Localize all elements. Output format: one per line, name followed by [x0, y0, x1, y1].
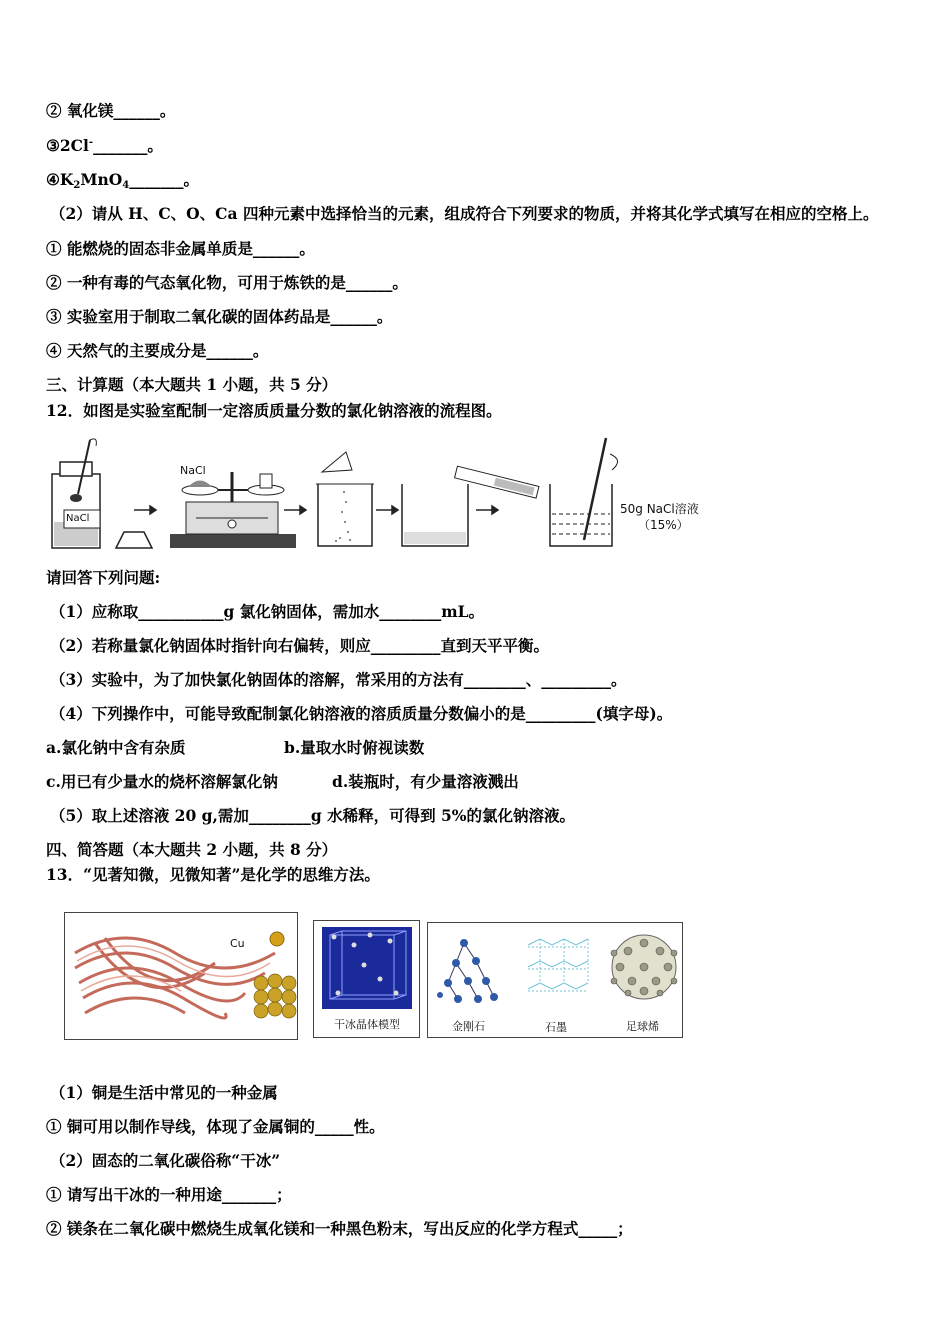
- item-2cl: ③2Cl-_______。: [46, 136, 163, 155]
- question-2-2: ② 一种有毒的气态氧化物，可用于炼铁的是______。: [46, 273, 408, 292]
- beaker-add-water-icon: [402, 466, 539, 546]
- final-solution-percent: （15%）: [638, 518, 689, 532]
- diamond-caption: 金刚石: [452, 1020, 485, 1033]
- question-12: 12．如图是实验室配制一定溶质质量分数的氯化钠溶液的流程图。: [46, 401, 502, 420]
- q13-sub-1: （1）铜是生活中常见的一种金属: [50, 1083, 278, 1102]
- balance-icon: [170, 472, 296, 548]
- sub-question-2: （2）若称量氯化钠固体时指针向右偏转，则应_________直到天平平衡。: [50, 636, 550, 655]
- question-2: （2）请从 H、C、O、Ca 四种元素中选择恰当的元素，组成符合下列要求的物质，并将其化学式填写在相应的空格上。: [50, 204, 879, 223]
- copper-wire-panel: [64, 912, 298, 1040]
- option-d: d.装瓶时，有少量溶液溅出: [332, 772, 519, 791]
- option-a: a.氯化钠中含有杂质: [46, 738, 186, 757]
- final-solution-beaker-icon: [550, 438, 618, 546]
- bottle-stopper-icon: [116, 532, 152, 548]
- beaker-dissolve-icon: [316, 452, 374, 546]
- question-2-3: ③ 实验室用于制取二氧化碳的固体药品是______。: [46, 307, 393, 326]
- question-2-4: ④ 天然气的主要成分是______。: [46, 341, 269, 360]
- q13-sub-2-1: ① 请写出干冰的一种用途_______；: [46, 1185, 292, 1204]
- cu-label: Cu: [230, 937, 245, 950]
- q13-sub-2-2: ② 镁条在二氧化碳中燃烧生成氧化镁和一种黑色粉末，写出反应的化学方程式_____；: [46, 1219, 633, 1238]
- option-b: b.量取水时俯视读数: [284, 738, 425, 757]
- sub-question-4: （4）下列操作中，可能导致配制氯化钠溶液的溶质质量分数偏小的是_________(填字母)。: [50, 704, 673, 723]
- question-13: 13．“见著知微，见微知著”是化学的思维方法。: [46, 865, 380, 884]
- q13-sub-2: （2）固态的二氧化碳俗称“干冰”: [50, 1151, 281, 1170]
- c60-caption: 足球烯: [626, 1020, 659, 1033]
- section-3-heading: 三、计算题（本大题共 1 小题，共 5 分）: [46, 375, 338, 394]
- option-c: c.用已有少量水的烧杯溶解氯化钠: [46, 772, 278, 791]
- reagent-bottle-icon: [52, 439, 100, 548]
- graphite-caption: 石墨: [545, 1021, 567, 1034]
- carbon-allotropes-image: [428, 923, 682, 1015]
- section-4-heading: 四、简答题（本大题共 2 小题，共 8 分）: [46, 840, 338, 859]
- solution-prep-flow-figure: [46, 432, 716, 554]
- answer-prompt: 请回答下列问题:: [46, 568, 161, 587]
- copper-wire-image: [65, 913, 297, 1039]
- sub-question-1: （1）应称取___________g 氯化钠固体，需加水________mL。: [50, 602, 485, 621]
- sub-question-3: （3）实验中，为了加快氯化钠固体的溶解，常采用的方法有________、_________。: [50, 670, 627, 689]
- balance-label: NaCl: [180, 464, 206, 477]
- diamond-structure-icon: [437, 939, 498, 1003]
- dry-ice-caption: 干冰晶体模型: [334, 1018, 400, 1031]
- item-k2mno4: $④K_2MnO_4\_\_\_\_\_\_\_$。: [46, 170, 200, 191]
- bottle-label: NaCl: [66, 513, 90, 524]
- sub-question-5: （5）取上述溶液 20 g,需加________g 水稀释，可得到 5%的氯化钠溶液。: [50, 806, 576, 825]
- final-solution-label: 50g NaCl溶液: [620, 502, 699, 516]
- copper-atom-lattice-icon: [254, 974, 296, 1018]
- graphite-structure-icon: [528, 939, 588, 991]
- dry-ice-crystal-image: [314, 921, 419, 1011]
- q13-sub-1-1: ① 铜可用以制作导线，体现了金属铜的_____性。: [46, 1117, 385, 1136]
- c60-fullerene-icon: [611, 935, 677, 999]
- question-2-1: ① 能燃烧的固态非金属单质是______。: [46, 239, 315, 258]
- item-magnesium-oxide: ② 氧化镁______。: [46, 101, 176, 120]
